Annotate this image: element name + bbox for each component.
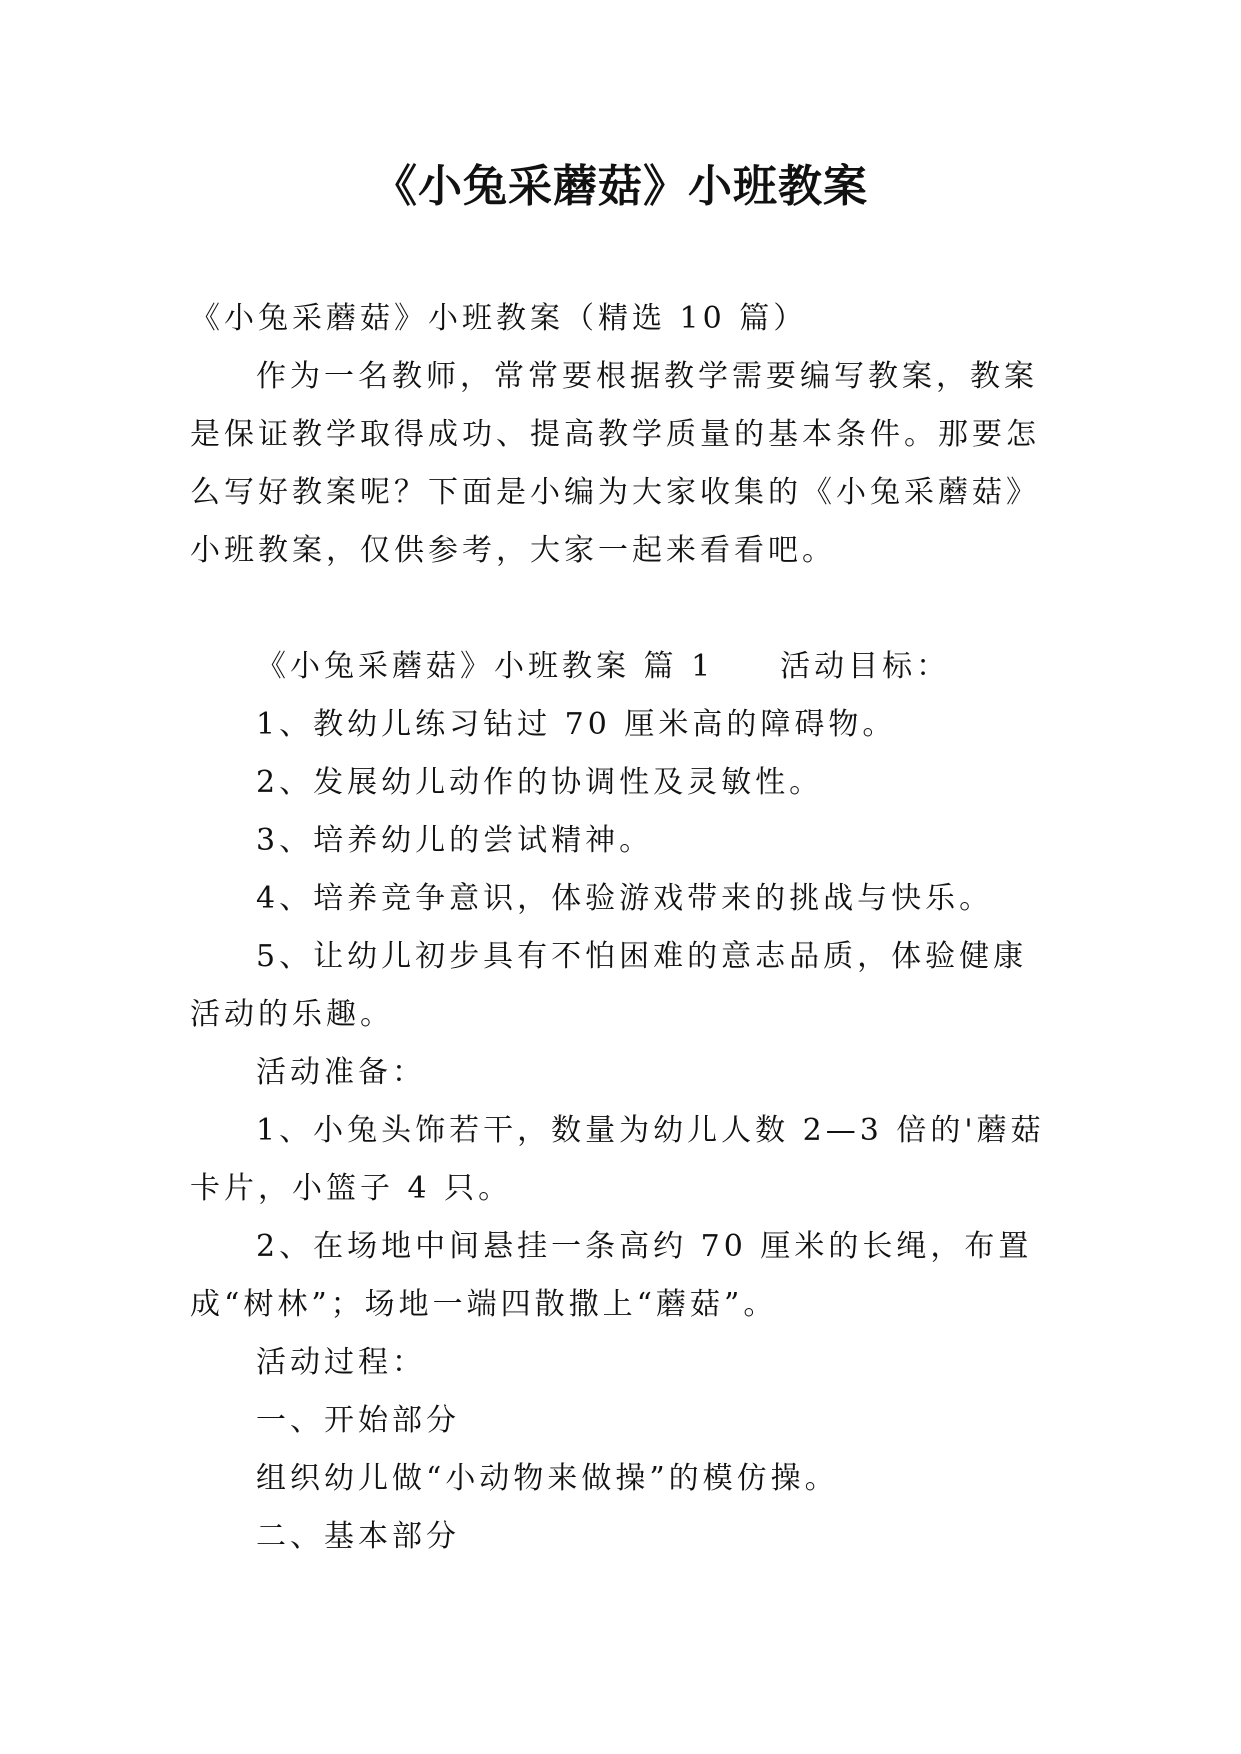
part1-text: 组织幼儿做“小动物来做操”的模仿操。 [256, 1461, 839, 1496]
intro-paragraph: 作为一名教师，常常要根据教学需要编写教案，教案是保证教学取得成功、提高教学质量的基本条件。那要怎么写好教案呢？下面是小编为大家收集的《小兔采蘑菇》小班教案，仅供参考，大家一起来看看吧。 [190, 359, 1040, 568]
subtitle-paragraph: 《小兔采蘑菇》小班教案（精选 10 篇） [190, 301, 808, 336]
goal-item: 5、让幼儿初步具有不怕困难的意志品质，体验健康活动的乐趣。 [190, 939, 1028, 1032]
document-title: 《小兔采蘑菇》小班教案 [373, 161, 868, 212]
section-heading: 《小兔采蘑菇》小班教案 篇 1 [256, 649, 715, 684]
goal-item: 1、教幼儿练习钻过 70 厘米高的障碍物。 [256, 707, 897, 742]
document-body [190, 290, 1050, 1566]
blank-line [190, 580, 1050, 638]
prep-label: 活动准备： [256, 1055, 426, 1090]
part2-label: 二、基本部分 [256, 1519, 460, 1554]
goals-label: 活动目标： [780, 649, 951, 684]
goal-item: 3、培养幼儿的尝试精神。 [256, 823, 654, 858]
prep-item: 2、在场地中间悬挂一条高约 70 厘米的长绳，布置成“树林”；场地一端四散撒上“蘑菇”。 [190, 1229, 1033, 1322]
goal-item: 4、培养竞争意识，体验游戏带来的挑战与快乐。 [256, 881, 994, 916]
process-label: 活动过程： [256, 1345, 426, 1380]
goal-item: 2、发展幼儿动作的协调性及灵敏性。 [256, 765, 824, 800]
part1-label: 一、开始部分 [256, 1403, 460, 1438]
section-heading-paragraph [190, 638, 1050, 696]
prep-item: 1、小兔头饰若干，数量为幼儿人数 2—3 倍的'蘑菇卡片，小篮子 4 只。 [190, 1113, 1045, 1206]
